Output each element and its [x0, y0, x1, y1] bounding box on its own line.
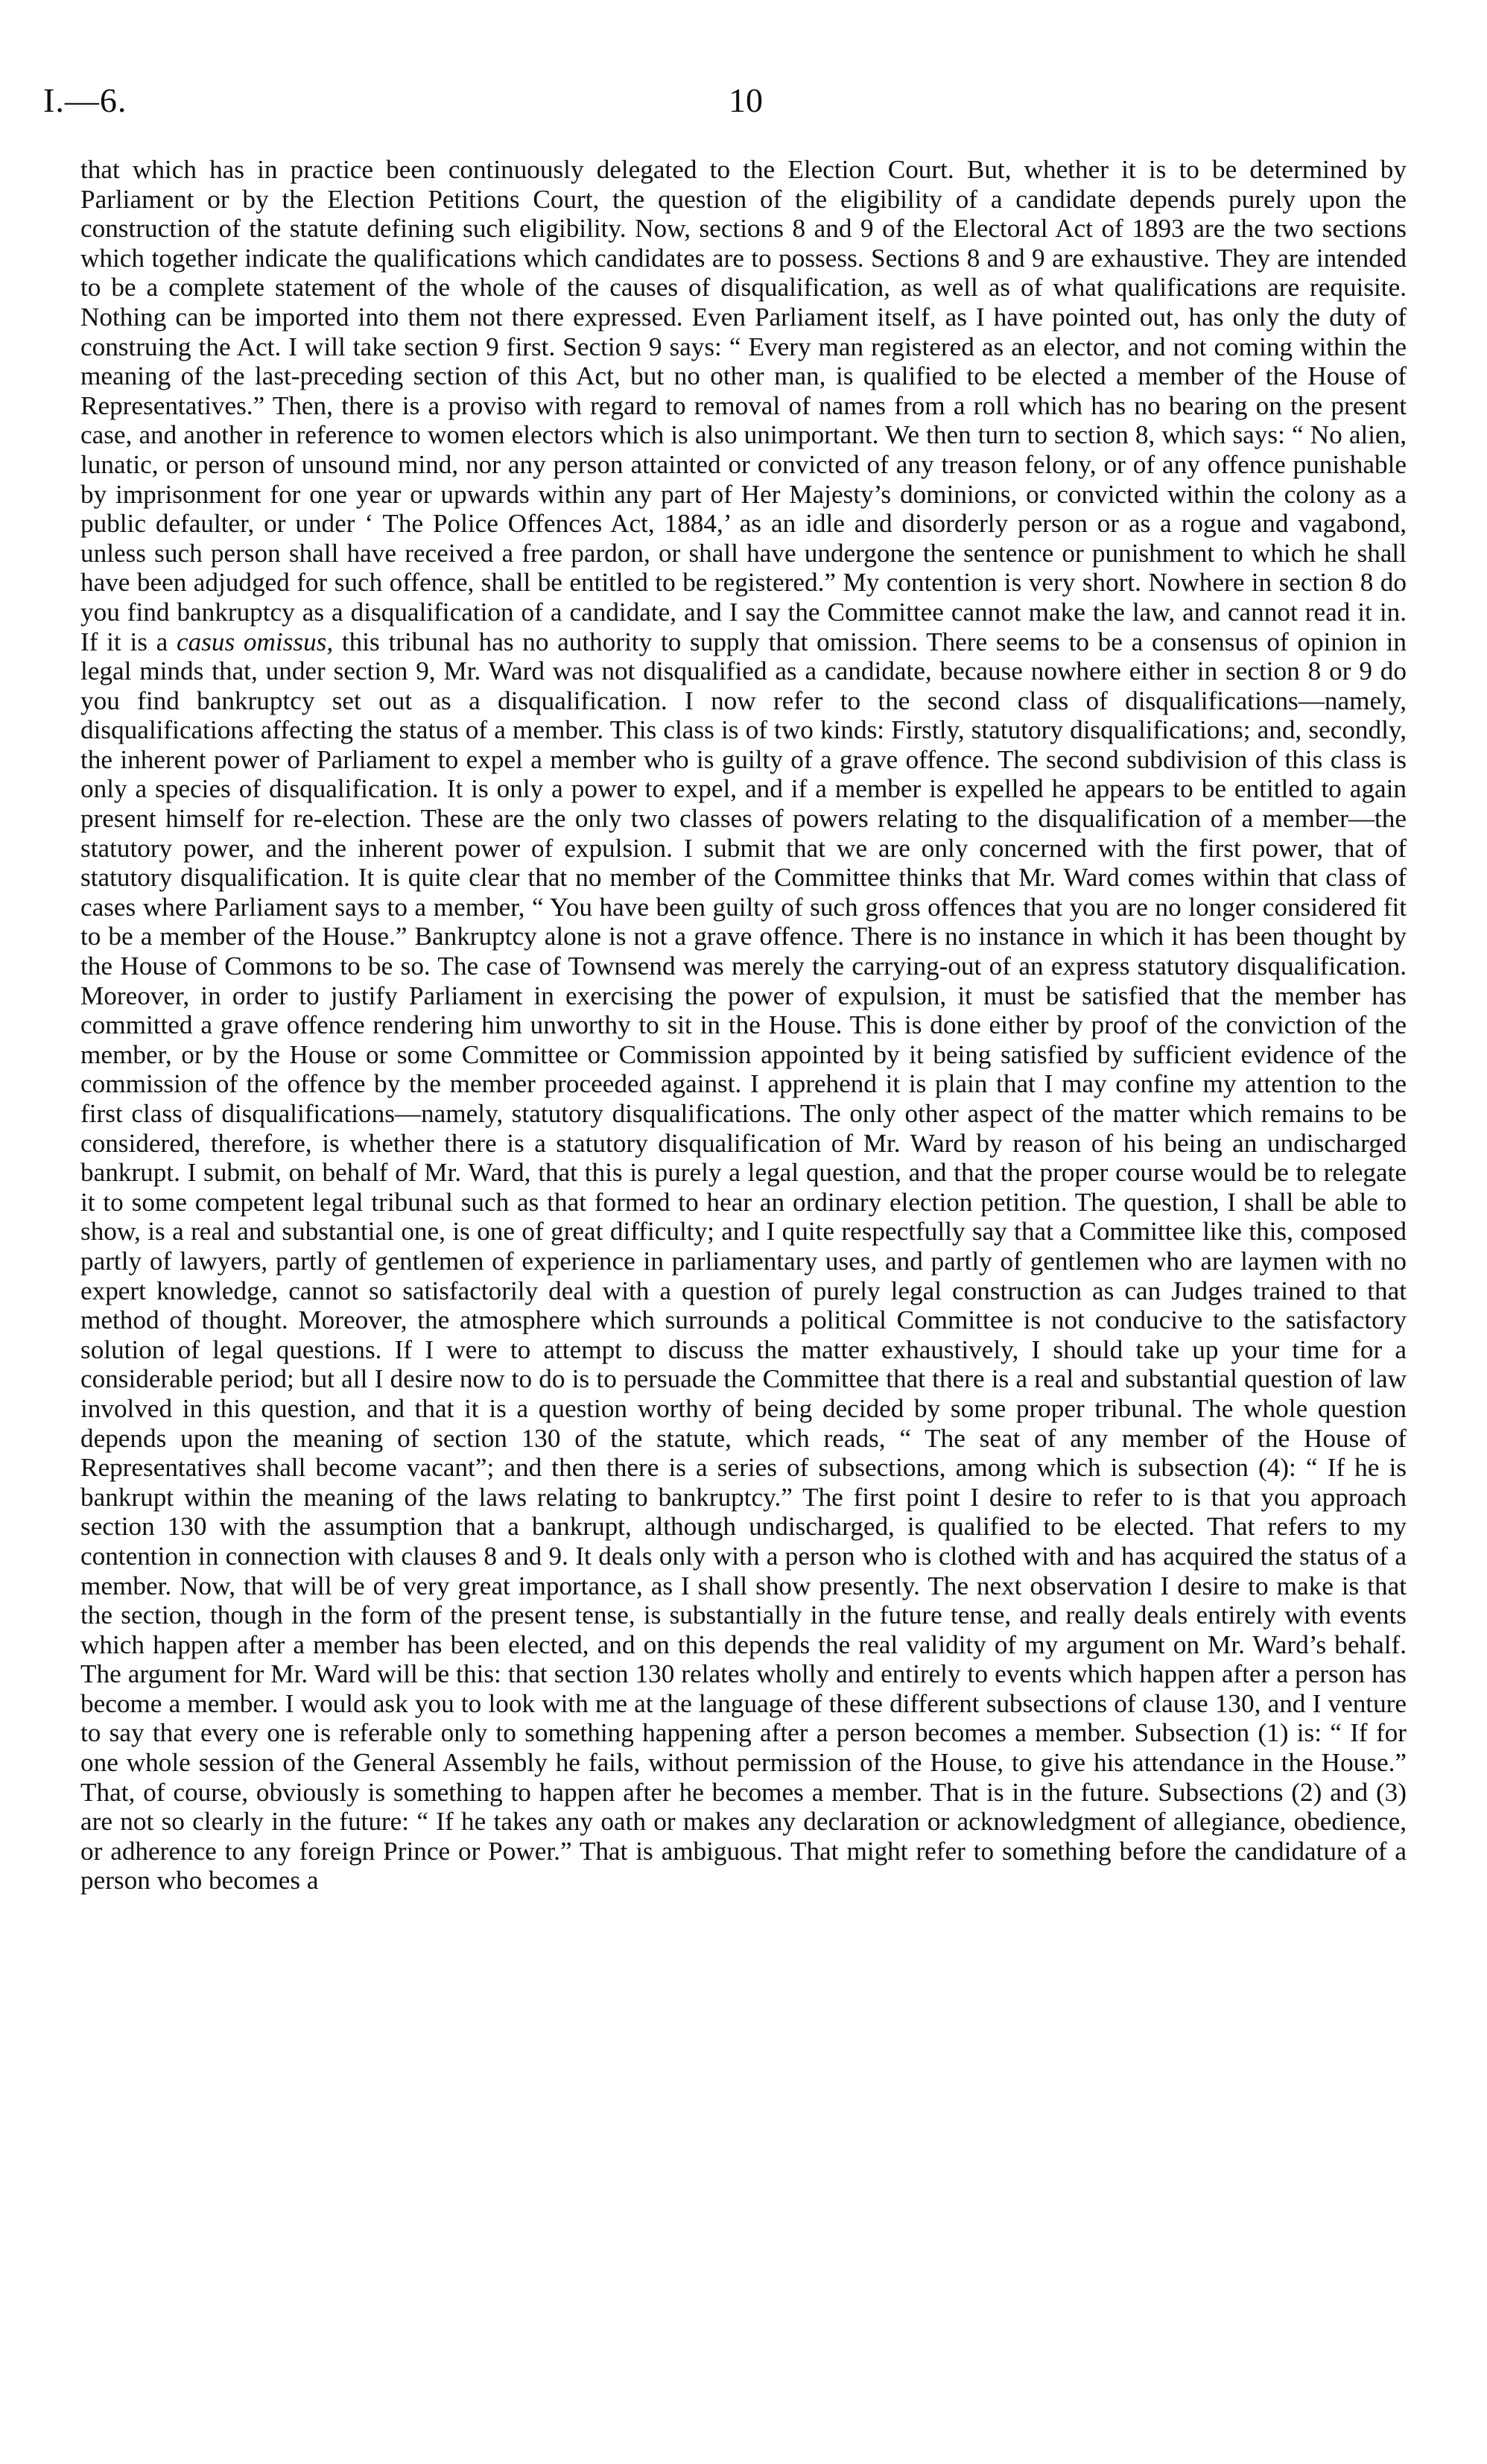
page-header	[43, 80, 1442, 133]
paragraph	[80, 155, 1407, 1895]
paragraph-text-part-1: that which has in practice been continuously delegated to the Election Court. But, whether it is to be determined by Parliament or by the Election Petitions Court, the question of the eligibility of a candidate depends purely upon the construction of the statute defining such eligibility. Now, sections 8 and 9 of the Electoral Act of 1893 are the two sections which together indicate the qualifications which candidates are to possess. Sections 8 and 9 are exhaustive. They are intended to be a complete statement of the whole of the causes of disqualification, as well as of what qualifications are requisite. Nothing can be imported into them not there expressed. Even Parliament itself, as I have pointed out, has only the duty of construing the Act. I will take section 9 first. Section 9 says: “ Every man registered as an elector, and not coming within the meaning of the last-preceding section of this Act, but no other man, is qualified to be elected a member of the House of Representatives.” Then, there is a proviso with regard to removal of names from a roll which has no bearing on the present case, and another in reference to women electors which is also unimportant. We then turn to section 8, which says: “ No alien, lunatic, or person of unsound mind, nor any person attainted or convicted of any treason felony, or of any offence punishable by imprisonment for one year or upwards within any part of Her Majesty’s dominions, or convicted within the colony as a public defaulter, or under ‘ The Police Offences Act, 1884,’ as an idle and disorderly person or as a rogue and vagabond, unless such person shall have received a free pardon, or shall have undergone the sentence or punishment to which he shall have been adjudged for such offence, shall be entitled to be registered.” My contention is very short. Nowhere in section 8 do you find bankruptcy as a disqualification of a candidate, and I say the Committee cannot make the law, and cannot read it in. If it is a	[80, 155, 1407, 656]
series-code: I.—6.	[43, 81, 127, 119]
page-number: 10	[729, 81, 763, 119]
italic-phrase: casus omissus,	[177, 627, 334, 656]
body-text	[80, 155, 1407, 1895]
paragraph-text-part-2: this tribunal has no authority to supply that omission. There seems to be a consensus of opinion in legal minds that, under section 9, Mr. Ward was not disqualified as a candidate, because nowhere either in section 8 or 9 do you find bankruptcy set out as a disqualification. I now refer to the second class of disqualifications—namely, disqualifications affecting the status of a member. This class is of two kinds: Firstly, statutory disqualifications; and, secondly, the inherent power of Parliament to expel a member who is guilty of a grave offence. The second subdivision of this class is only a species of disqualification. It is only a power to expel, and if a member is expelled he appears to be entitled to again present himself for re-election. These are the only two classes of powers relating to the disqualification of a member—the statutory power, and the inherent power of expulsion. I submit that we are only concerned with the first power, that of statutory disqualification. It is quite clear that no member of the Committee thinks that Mr. Ward comes within that class of cases where Parliament says to a member, “ You have been guilty of such gross offences that you are no longer considered fit to be a member of the House.” Bankruptcy alone is not a grave offence. There is no instance in which it has been thought by the House of Commons to be so. The case of Townsend was merely the carrying-out of an express statutory disqualification. Moreover, in order to justify Parliament in exercising the power of expulsion, it must be satisfied that the member has committed a grave offence rendering him unworthy to sit in the House. This is done either by proof of the conviction of the member, or by the House or some Committee or Commission appointed by it being satisfied by sufficient evidence of the commission of the offence by the member proceeded against. I apprehend it is plain that I may confine my attention to the first class of disqualifications—namely, statutory disqualifications. The only other aspect of the matter which remains to be considered, therefore, is whether there is a statutory disqualification of Mr. Ward by reason of his being an undischarged bankrupt. I submit, on behalf of Mr. Ward, that this is purely a legal question, and that the proper course would be to relegate it to some competent legal tribunal such as that formed to hear an ordinary election petition. The question, I shall be able to show, is a real and substantial one, is one of great difficulty; and I quite respectfully say that a Committee like this, composed partly of lawyers, partly of gentlemen of experience in parliamentary uses, and partly of gentlemen who are laymen with no expert knowledge, cannot so satisfactorily deal with a question of purely legal construction as can Judges trained to that method of thought. Moreover, the atmosphere which surrounds a political Committee is not conducive to the satisfactory solution of legal questions. If I were to attempt to discuss the matter exhaustively, I should take up your time for a considerable period; but all I desire now to do is to persuade the Committee that there is a real and substantial question of law involved in this question, and that it is a question worthy of being decided by some proper tribunal. The whole question depends upon the meaning of section 130 of the statute, which reads, “ The seat of any member of the House of Representatives shall become vacant”; and then there is a series of subsections, among which is subsection (4): “ If he is bankrupt within the meaning of the laws relating to bankruptcy.” The first point I desire to refer to is that you approach section 130 with the assumption that a bankrupt, although undischarged, is qualified to be elected. That refers to my contention in connection with clauses 8 and 9. It deals only with a person who is clothed with and has acquired the status of a member. Now, that will be of very great importance, as I shall show presently. The next observation I desire to make is that the section, though in the form of the present tense, is substantially in the future tense, and really deals entirely with events which happen after a member has been elected, and on this depends the real validity of my argument on Mr. Ward’s behalf. The argument for Mr. Ward will be this: that section 130 relates wholly and entirely to events which happen after a person has become a member. I would ask you to look with me at the language of these different subsections of clause 130, and I venture to say that every one is referable only to something happening after a person becomes a member. Subsection (1) is: “ If for one whole session of the General Assembly he fails, without permission of the House, to give his attendance in the House.” That, of course, obviously is something to happen after he becomes a member. That is in the future. Subsections (2) and (3) are not so clearly in the future: “ If he takes any oath or makes any declaration or acknowledgment of allegiance, obedience, or adherence to any foreign Prince or Power.” That is ambiguous. That might refer to something before the candidature of a person who becomes a	[80, 627, 1407, 1895]
